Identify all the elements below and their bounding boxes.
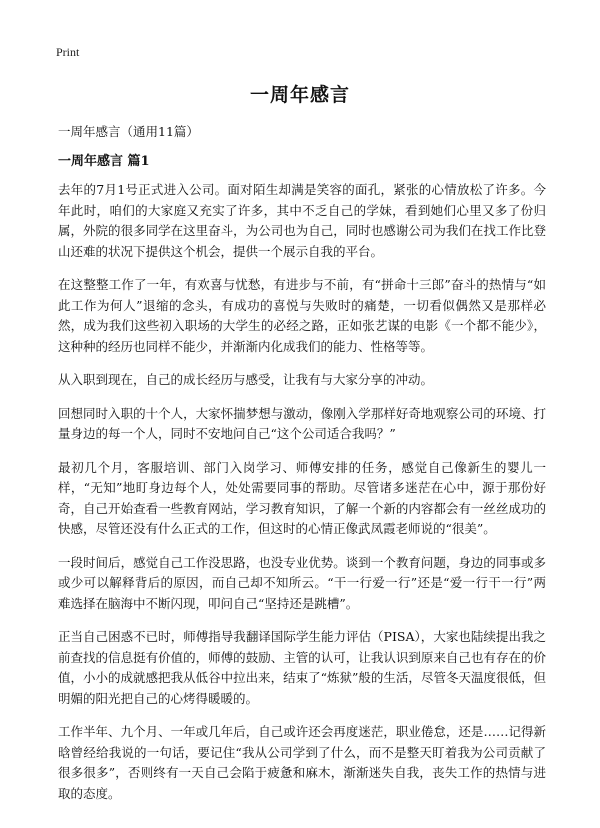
article-body xyxy=(58,180,546,817)
paragraph-6: 一段时间后，感觉自己工作没思路，也没专业优势。谈到一个教育问题，身边的同事或多或少可以解释背后的原因，而自己却不知所云。“干一行爱一行”还是“爱一行干一行”两难选择在脑海中不断闪现，叩问自己“坚持还是跳槽”。 xyxy=(58,554,546,611)
paragraph-7: 正当自己困惑不已时，师傅指导我翻译国际学生能力评估（PISA），大家也陆续提出我之前查找的信息挺有价值的，师傅的鼓励、主管的认可，让我认识到原来自己也有存在的价值，小小的成就感把我从低谷中拉出来，结束了“炼狱”般的生活，尽管冬天温度很低，但明媚的阳光把自己的心烤得暖暖的。 xyxy=(58,629,546,706)
paragraph-5: 最初几个月，客服培训、部门入岗学习、师傅安排的任务，感觉自己像新生的婴儿一样，“无知”地盯身边每个人，处处需要同事的帮助。尽管诸多迷茫在心中，源于那份好奇，自己开始查看一些教育网站，学习教育知识，了解一个新的内容都会有一丝丝成功的快感，尽管还没有什么正式的工作，但这时的心情正像武凤霞老师说的“很美”。 xyxy=(58,459,546,536)
paragraph-8: 工作半年、九个月、一年或几年后，自己或许还会再度迷茫，职业倦怠，还是……记得新晗曾经给我说的一句话，要记住“我从公司学到了什么，而不是整天盯着我为公司贡献了很多很多”，否则终有一天自己会陷于疲惫和麻木，渐渐迷失自我，丧失工作的热情与进取的态度。 xyxy=(58,724,546,801)
paragraph-1: 去年的7月1号正式进入公司。面对陌生却满是笑容的面孔，紧张的心情放松了许多。今年此时，咱们的大家庭又充实了许多，其中不乏自己的学妹，看到她们心里又多了份归属，外院的很多同学在这里奋斗，为公司也为自己，同时也感谢公司为我们在找工作比登山还难的状况下提供这个机会，提供一个展示自我的平台。 xyxy=(58,182,546,259)
page-title: 一周年感言 xyxy=(249,84,350,106)
paragraph-4: 回想同时入职的十个人，大家怀揣梦想与激动，像刚入学那样好奇地观察公司的环境、打量身边的每一个人，同时不安地问自己“这个公司适合我吗？” xyxy=(58,405,546,441)
paragraph-2: 在这整整工作了一年，有欢喜与忧愁，有进步与不前，有“拼命十三郎”奋斗的热情与“如此工作为何人”退缩的念头，有成功的喜悦与失败时的痛楚，一切看似偶然又是那样必然，成为我们这些初入职场的大学生的必经之路，正如张艺谋的电影《一个都不能少》，这种种的经历也同样不能少，并渐渐内化成我们的能力、性格等等。 xyxy=(58,277,546,354)
section-heading: 一周年感言 篇1 xyxy=(58,154,150,169)
paragraph-3: 从入职到现在，自己的成长经历与感受，让我有与大家分享的冲动。 xyxy=(58,372,434,387)
print-link[interactable]: Print xyxy=(56,45,80,59)
document-subtitle: 一周年感言（通用11篇） xyxy=(58,124,199,139)
